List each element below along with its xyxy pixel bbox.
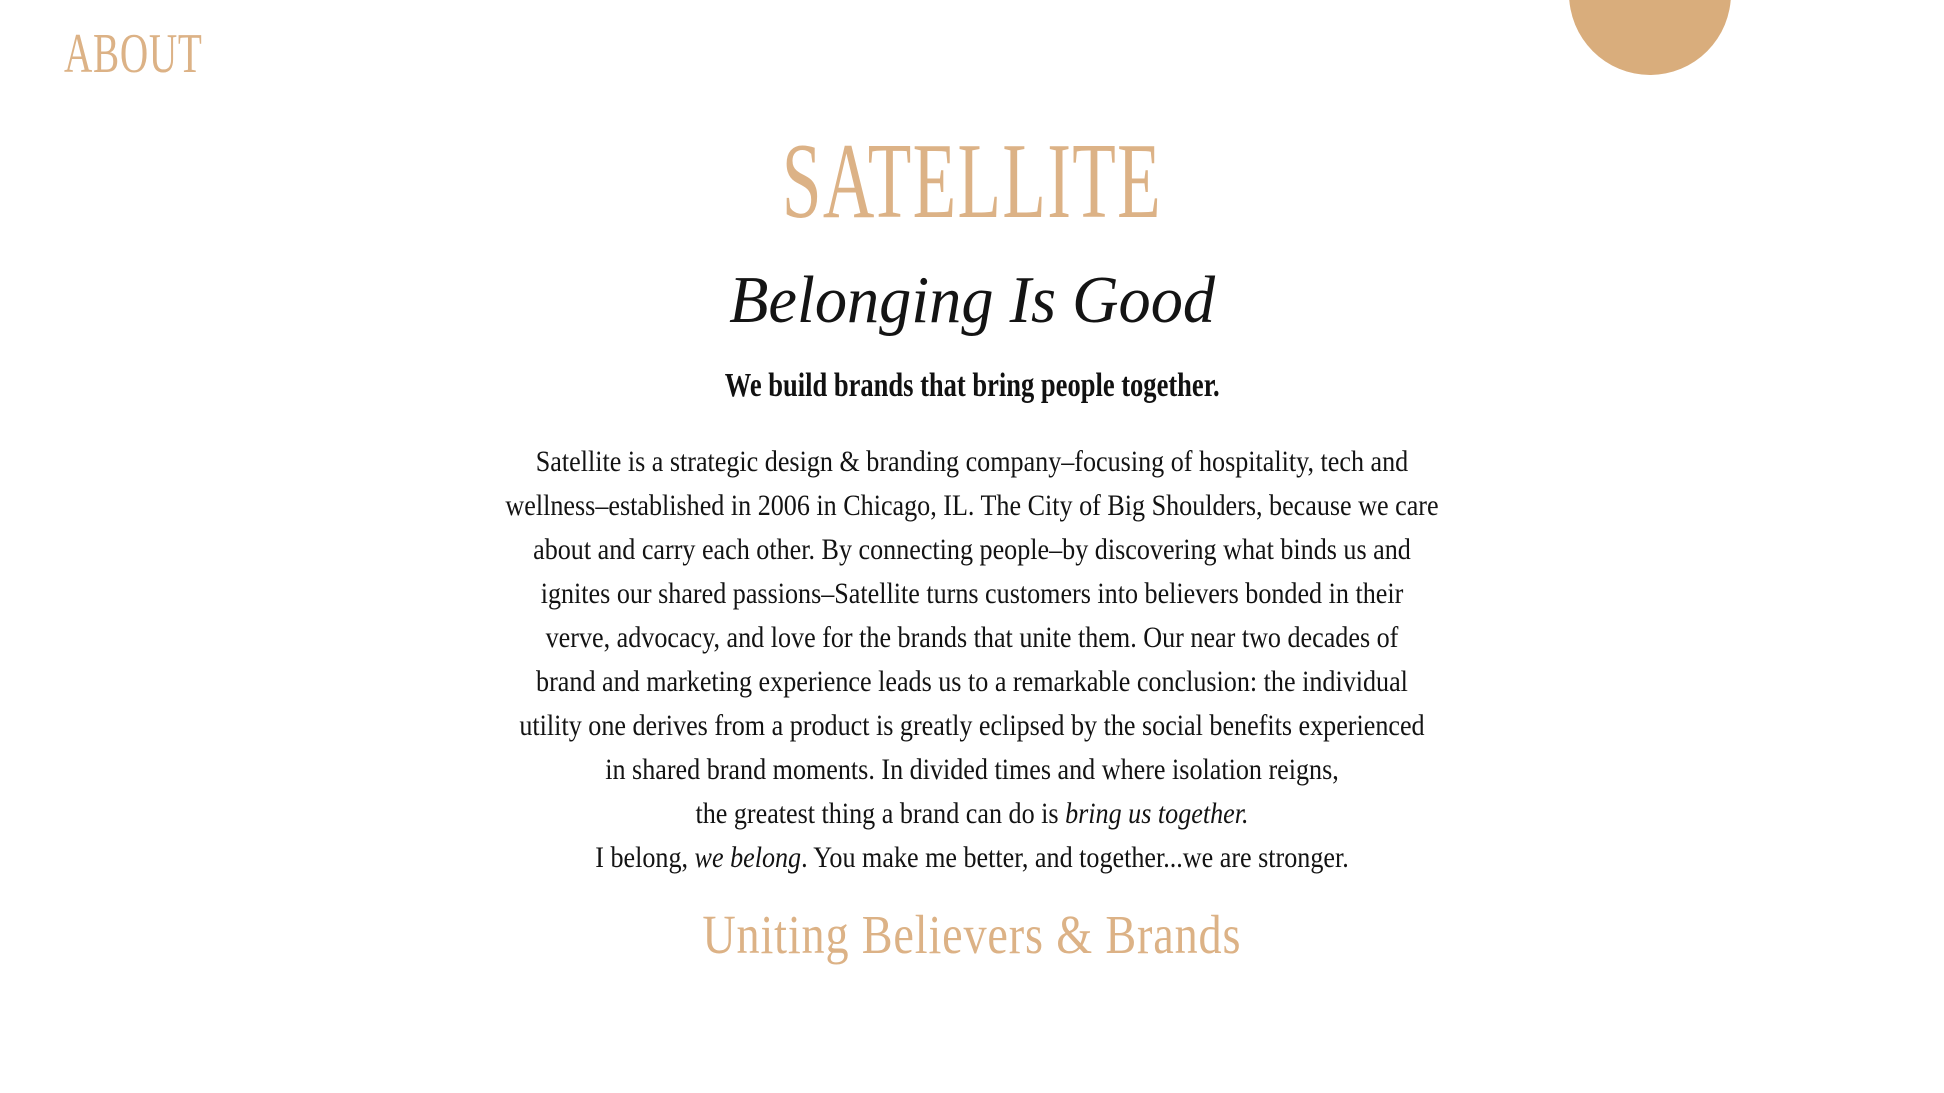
about-paragraph-line: utility one derives from a product is greatly eclipsed by the social benefits experienced — [519, 709, 1425, 742]
subheading — [0, 367, 1944, 405]
about-paragraph-line: about and carry each other. By connecting people–by discovering what binds us and — [533, 533, 1411, 566]
brand-title — [0, 120, 1944, 244]
line-text: the greatest thing a brand can do is — [695, 797, 1066, 830]
line-text-italic: we belong — [694, 841, 802, 874]
brand-title-text: SATELLITE — [781, 122, 1163, 241]
line-text: . You make me better, and together...we are stronger. — [801, 841, 1349, 874]
line-text: I belong, — [595, 841, 695, 874]
about-paragraph — [126, 440, 1817, 880]
tagline-heading — [0, 262, 1944, 339]
footer-heading-text: Uniting Believers & Brands — [702, 904, 1242, 965]
decorative-circle — [1569, 0, 1731, 75]
line-text-italic: bring us together. — [1065, 797, 1249, 830]
nav-about-link[interactable]: ABOUT — [64, 23, 203, 85]
about-paragraph-line: in shared brand moments. In divided times and where isolation reigns, — [605, 753, 1339, 786]
footer-heading — [0, 903, 1944, 966]
about-paragraph-line: wellness–established in 2006 in Chicago, IL. The City of Big Shoulders, because we care — [505, 489, 1439, 522]
about-paragraph-line: verve, advocacy, and love for the brands that unite them. Our near two decades of — [545, 621, 1399, 654]
about-paragraph-line — [126, 792, 1817, 836]
about-paragraph-line — [126, 836, 1817, 880]
tagline-text: Belonging Is Good — [729, 263, 1215, 337]
about-paragraph-line: Satellite is a strategic design & branding company–focusing of hospitality, tech and — [535, 445, 1409, 478]
about-paragraph-line: ignites our shared passions–Satellite turns customers into believers bonded in their — [540, 577, 1404, 610]
about-paragraph-line: brand and marketing experience leads us to a remarkable conclusion: the individual — [536, 665, 1408, 698]
subheading-text: We build brands that bring people together. — [724, 367, 1220, 404]
